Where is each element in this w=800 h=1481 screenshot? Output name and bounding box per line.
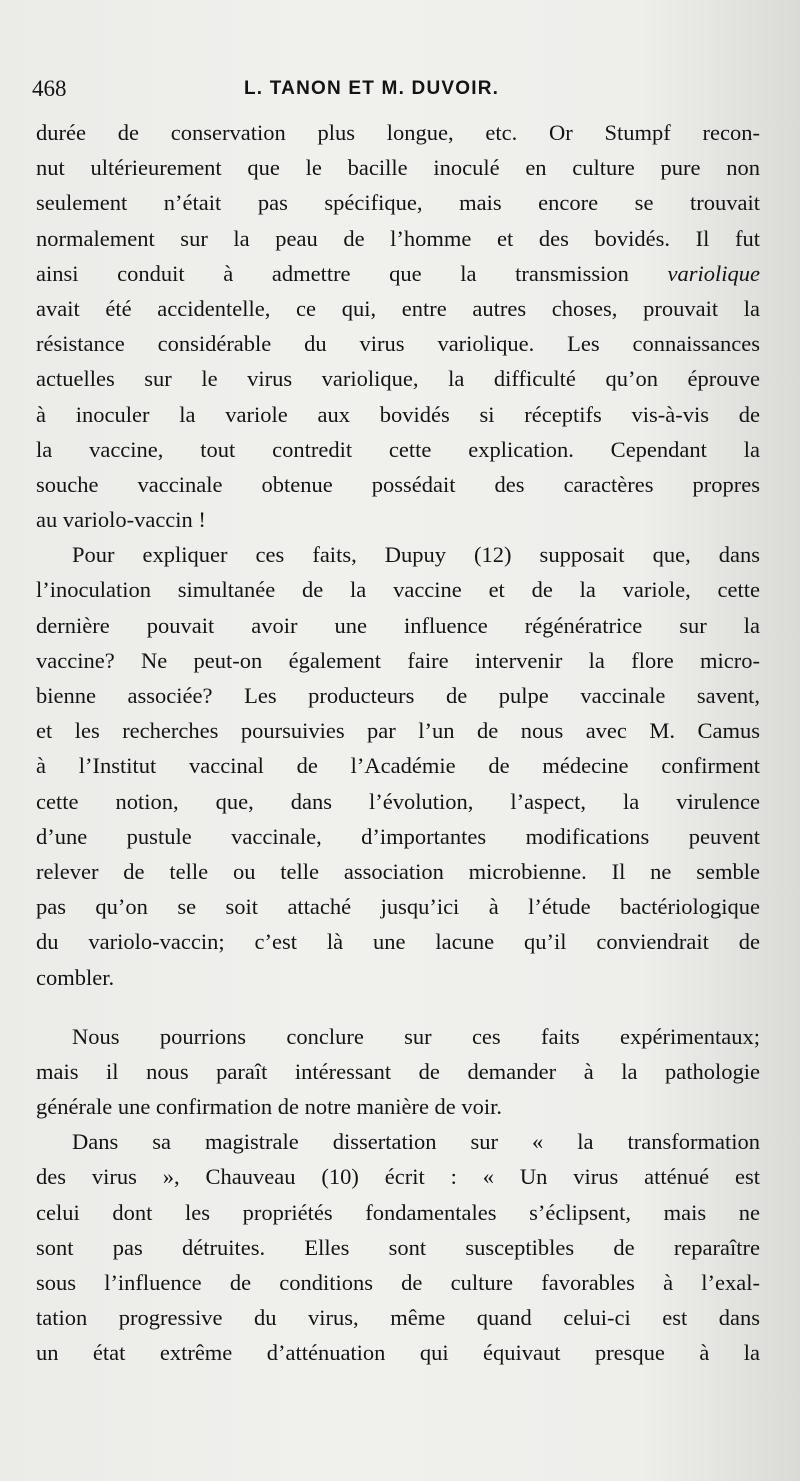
text-line: l’inoculation simultanée de la vaccine et de la variole, cette [36,577,760,603]
running-head: L. TANON ET M. DUVOIR. [244,78,500,99]
text-line: souche vaccinale obtenue possédait des caractères propres [36,471,760,497]
paragraph [36,1019,760,1125]
text-line: des virus », Chauveau (10) écrit : « Un virus atténué est [36,1164,760,1190]
text-line: durée de conservation plus longue, etc. Or Stumpf recon- [36,120,760,145]
text-line: avait été accidentelle, ce qui, entre autres choses, prouvait la [36,295,760,321]
text-line: relever de telle ou telle association microbienne. Il ne semble [36,858,760,884]
text-line: un état extrême d’atténuation qui équivaut presque à la [36,1340,760,1366]
text-line: vaccine? Ne peut-on également faire intervenir la flore micro- [36,647,760,673]
text-line: sont pas détruites. Elles sont susceptibles de reparaître [36,1234,760,1260]
text-line: sous l’influence de conditions de culture favorables à l’exal- [36,1270,760,1295]
text-line: dernière pouvait avoir une influence régénératrice sur la [36,612,760,638]
text-line: tation progressive du virus, même quand celui-ci est dans [36,1305,760,1331]
text-line: cette notion, que, dans l’évolution, l’aspect, la virulence [36,788,760,814]
text-line: Dans sa magistrale dissertation sur « la transformation [72,1129,760,1155]
text-line: à inoculer la variole aux bovidés si réceptifs vis-à-vis de [36,401,760,427]
paragraph [36,537,760,994]
text-line: celui dont les propriétés fondamentales s’éclipsent, mais ne [36,1199,760,1225]
text-line: d’une pustule vaccinale, d’importantes modifications peuvent [36,823,760,849]
text-line: du variolo-vaccin; c’est là une lacune qu’il conviendrait de [36,929,760,955]
text-line: pas qu’on se soit attaché jusqu’ici à l’étude bactériologique [36,894,760,920]
section-gap [36,995,760,1019]
text-line: à l’Institut vaccinal de l’Académie de médecine confirment [36,753,760,779]
page-number: 468 [32,76,67,101]
text-line: seulement n’était pas spécifique, mais encore se trouvait [36,190,760,216]
text-line: nut ultérieurement que le bacille inoculé en culture pure non [36,155,760,181]
page-header [32,76,752,110]
text-line: mais il nous paraît intéressant de demander à la pathologie [36,1058,760,1084]
text-line: Nous pourrions conclure sur ces faits expérimentaux; [72,1023,760,1049]
text-line: Pour expliquer ces faits, Dupuy (12) supposait que, dans [72,542,760,568]
text-line: bienne associée? Les producteurs de pulpe vaccinale savent, [36,683,760,708]
text-line: générale une confirmation de notre manière de voir. [36,1094,503,1120]
text-line: et les recherches poursuivies par l’un de nous avec M. Camus [36,718,760,744]
body-text [36,115,760,1371]
text-line-italic-word: ainsi conduit à admettre que la transmission variolique [36,260,760,286]
text-line: résistance considérable du virus variolique. Les connaissances [36,331,760,357]
paragraph [36,115,760,537]
text-line: combler. [36,964,115,990]
text-line: actuelles sur le virus variolique, la difficulté qu’on éprouve [36,366,760,392]
text-line: au variolo-vaccin ! [36,507,206,533]
text-line: normalement sur la peau de l’homme et des bovidés. Il fut [36,225,760,251]
text-line: la vaccine, tout contredit cette explication. Cependant la [36,436,760,462]
paragraph [36,1124,760,1370]
